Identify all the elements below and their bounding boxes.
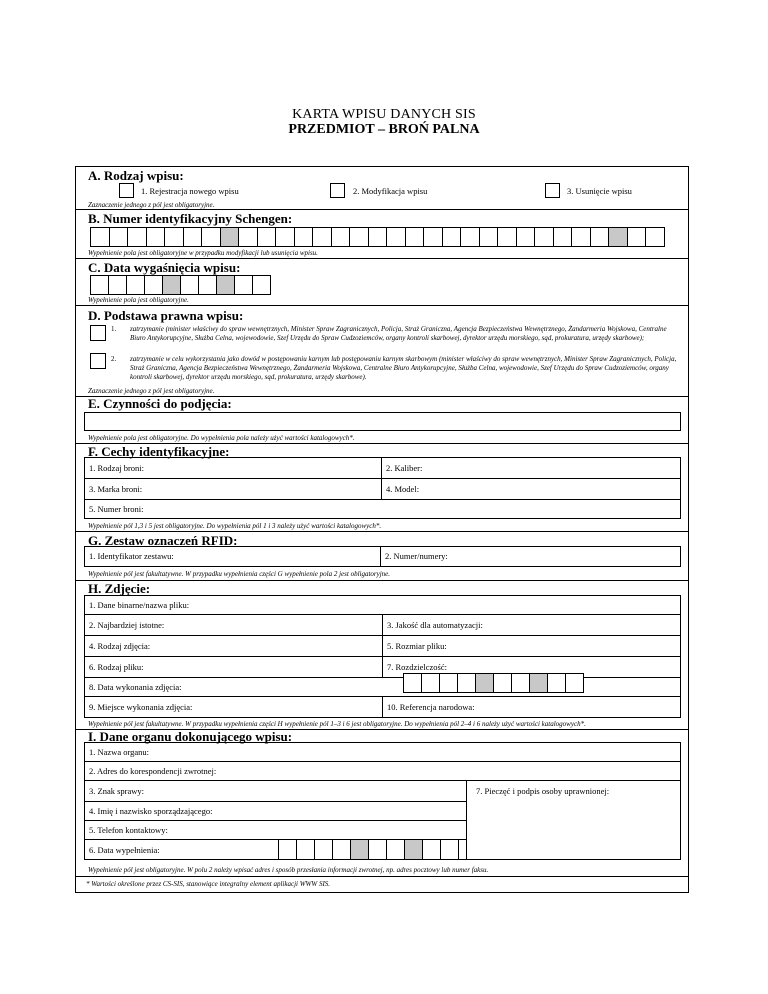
section-g-note: Wypełnienie pól jest fakultatywne. W przypadku wypełnienia części G wypełnienie pola 2 jest obligatoryjne. bbox=[88, 570, 391, 578]
caliber-field[interactable] bbox=[381, 457, 681, 479]
digit-cell[interactable] bbox=[479, 227, 499, 247]
divider bbox=[75, 531, 689, 532]
rfid-numbers-label: 2. Numer/numery: bbox=[385, 551, 448, 561]
digit-cell[interactable] bbox=[162, 275, 181, 295]
option-delete-entry: 3. Usunięcie wpisu bbox=[567, 186, 632, 196]
digit-cell[interactable] bbox=[201, 227, 221, 247]
file-type-label: 6. Rodzaj pliku: bbox=[89, 662, 144, 672]
digit-cell[interactable] bbox=[534, 227, 554, 247]
caliber-label: 2. Kaliber: bbox=[386, 463, 423, 473]
photo-date-label: 8. Data wykonania zdjęcia: bbox=[89, 682, 182, 692]
schengen-id-input[interactable] bbox=[90, 227, 665, 247]
digit-cell[interactable] bbox=[547, 673, 566, 693]
digit-cell[interactable] bbox=[90, 275, 109, 295]
digit-cell[interactable] bbox=[350, 839, 369, 860]
checkbox-legal-basis-1[interactable] bbox=[90, 325, 106, 341]
form-subtitle: PRZEDMIOT – BROŃ PALNA bbox=[288, 122, 480, 137]
legal-basis-1-text: zatrzymanie (minister właściwy do spraw wewnętrznych, Minister Spraw Zagranicznych, Policja, Straż Graniczna, Agencja Bezpieczeństwa Wewnętrznego, Żandarmeria Wojskowa, Centralne Biuro Antykorupcyjne, Służba Celna, wojewodowie, Szef Urzędu do Spraw Cudzoziemców, organy kontroli skarbowej, dyrektor urzędu morskiego, sąd, prokuratura, urzędy skarbowe); bbox=[130, 325, 667, 342]
digit-cell[interactable] bbox=[146, 227, 166, 247]
photo-filename-label: 1. Dane binarne/nazwa pliku: bbox=[89, 600, 190, 610]
digit-cell[interactable] bbox=[497, 227, 517, 247]
section-h-note: Wypełnienie pól jest fakultatywne. W przypadku wypełnienia części H wypełnienie pól 1–3 i 6 jest obligatoryjne. Do wypełnienia pól 2–4 i 6 należy użyć wartości katalogowych*. bbox=[88, 720, 586, 728]
section-d-note: Zaznaczenie jednego z pól jest obligatoryjne. bbox=[88, 387, 215, 395]
digit-cell[interactable] bbox=[590, 227, 610, 247]
digit-cell[interactable] bbox=[294, 227, 314, 247]
digit-cell[interactable] bbox=[314, 839, 333, 860]
national-reference-label: 10. Referencja narodowa: bbox=[387, 702, 475, 712]
digit-cell[interactable] bbox=[349, 227, 369, 247]
digit-cell[interactable] bbox=[216, 275, 235, 295]
weapon-number-field[interactable] bbox=[84, 499, 681, 519]
contact-phone-label: 5. Telefon kontaktowy: bbox=[89, 825, 168, 835]
legal-basis-2-num: 2. bbox=[111, 355, 117, 363]
divider bbox=[75, 209, 689, 210]
digit-cell[interactable] bbox=[252, 275, 271, 295]
weapon-number-label: 5. Numer broni: bbox=[89, 504, 144, 514]
digit-cell[interactable] bbox=[608, 227, 628, 247]
digit-cell[interactable] bbox=[368, 227, 388, 247]
weapon-brand-label: 3. Marka broni: bbox=[89, 484, 143, 494]
digit-cell[interactable] bbox=[440, 839, 459, 860]
digit-cell[interactable] bbox=[275, 227, 295, 247]
digit-cell[interactable] bbox=[529, 673, 548, 693]
digit-cell[interactable] bbox=[220, 227, 240, 247]
divider bbox=[75, 876, 689, 877]
section-a-header: A. Rodzaj wpisu: bbox=[88, 168, 184, 183]
digit-cell[interactable] bbox=[180, 275, 199, 295]
section-c-note: Wypełnienie pola jest obligatoryjne. bbox=[88, 296, 189, 304]
section-g-header: G. Zestaw oznaczeń RFID: bbox=[88, 533, 238, 548]
digit-cell[interactable] bbox=[127, 227, 147, 247]
digit-cell[interactable] bbox=[332, 839, 351, 860]
divider bbox=[75, 580, 689, 581]
resolution-label: 7. Rozdzielczość: bbox=[387, 662, 447, 672]
digit-cell[interactable] bbox=[460, 227, 480, 247]
digit-cell[interactable] bbox=[331, 227, 351, 247]
digit-cell[interactable] bbox=[164, 227, 184, 247]
digit-cell[interactable] bbox=[109, 227, 129, 247]
checkbox-new-entry[interactable] bbox=[119, 183, 134, 198]
photo-place-label: 9. Miejsce wykonania zdjęcia: bbox=[89, 702, 193, 712]
digit-cell[interactable] bbox=[421, 673, 440, 693]
digit-cell[interactable] bbox=[183, 227, 203, 247]
most-relevant-label: 2. Najbardziej istotne: bbox=[89, 620, 165, 630]
section-i-note: Wypełnienie pól jest obligatoryjne. W polu 2 należy wpisać adres i sposób przesłania informacji zwrotnej, np. adres pocztowy lub numer faksu. bbox=[88, 866, 489, 874]
legal-basis-1-num: 1. bbox=[111, 325, 117, 333]
digit-cell[interactable] bbox=[278, 839, 297, 860]
digit-cell[interactable] bbox=[571, 227, 591, 247]
authority-name-label: 1. Nazwa organu: bbox=[89, 747, 150, 757]
digit-cell[interactable] bbox=[238, 227, 258, 247]
digit-cell[interactable] bbox=[439, 673, 458, 693]
digit-cell[interactable] bbox=[405, 227, 425, 247]
section-h-header: H. Zdjęcie: bbox=[88, 581, 151, 596]
weapon-type-label: 1. Rodzaj broni: bbox=[89, 463, 145, 473]
digit-cell[interactable] bbox=[565, 673, 584, 693]
digit-cell[interactable] bbox=[511, 673, 530, 693]
digit-cell[interactable] bbox=[386, 227, 406, 247]
model-label: 4. Model: bbox=[386, 484, 420, 494]
actions-input[interactable] bbox=[84, 412, 681, 431]
model-field[interactable] bbox=[381, 478, 681, 500]
digit-cell[interactable] bbox=[493, 673, 512, 693]
divider bbox=[75, 258, 689, 259]
section-d-header: D. Podstawa prawna wpisu: bbox=[88, 308, 244, 323]
option-new-entry: 1. Rejestracja nowego wpisu bbox=[141, 186, 239, 196]
section-e-note: Wypełnienie pola jest obligatoryjne. Do wypełnienia pola należy użyć wartości katalogowych*. bbox=[88, 434, 355, 442]
checkbox-delete-entry[interactable] bbox=[545, 183, 560, 198]
return-address-label: 2. Adres do korespondencji zwrotnej: bbox=[89, 766, 217, 776]
digit-cell[interactable] bbox=[475, 673, 494, 693]
section-f-note: Wypełnienie pól 1,3 i 5 jest obligatoryjne. Do wypełnienia pól 1 i 3 należy użyć wartości katalogowych*. bbox=[88, 522, 382, 530]
photo-type-label: 4. Rodzaj zdjęcia: bbox=[89, 641, 151, 651]
section-b-header: B. Numer identyfikacyjny Schengen: bbox=[88, 211, 293, 226]
preparer-name-label: 4. Imię i nazwisko sporządzającego: bbox=[89, 806, 213, 816]
digit-cell[interactable] bbox=[108, 275, 127, 295]
digit-cell[interactable] bbox=[627, 227, 647, 247]
digit-cell[interactable] bbox=[144, 275, 163, 295]
case-ref-label: 3. Znak sprawy: bbox=[89, 786, 145, 796]
digit-cell[interactable] bbox=[442, 227, 462, 247]
digit-cell[interactable] bbox=[368, 839, 387, 860]
section-i-header: I. Dane organu dokonującego wpisu: bbox=[88, 729, 293, 744]
fill-date-label: 6. Data wypełnienia: bbox=[89, 845, 160, 855]
divider bbox=[75, 305, 689, 306]
digit-cell[interactable] bbox=[404, 839, 423, 860]
digit-cell[interactable] bbox=[553, 227, 573, 247]
section-c-header: C. Data wygaśnięcia wpisu: bbox=[88, 260, 241, 275]
section-e-header: E. Czynności do podjęcia: bbox=[88, 396, 232, 411]
digit-cell[interactable] bbox=[645, 227, 665, 247]
section-f-header: F. Cechy identyfikacyjne: bbox=[88, 444, 230, 459]
digit-cell[interactable] bbox=[386, 839, 405, 860]
form-title: KARTA WPISU DANYCH SIS bbox=[292, 107, 476, 122]
digit-cell[interactable] bbox=[422, 839, 441, 860]
option-modify-entry: 2. Modyfikacja wpisu bbox=[353, 186, 428, 196]
footnote: * Wartości określone przez CS-SIS, stanowiące integralny element aplikacji WWW SIS. bbox=[86, 880, 331, 888]
stamp-signature-label: 7. Pieczęć i podpis osoby uprawnionej: bbox=[476, 786, 610, 796]
digit-cell[interactable] bbox=[296, 839, 315, 860]
digit-cell[interactable] bbox=[198, 275, 217, 295]
authority-name-field[interactable] bbox=[84, 742, 681, 762]
digit-cell[interactable] bbox=[457, 673, 476, 693]
checkbox-modify-entry[interactable] bbox=[330, 183, 345, 198]
section-b-note: Wypełnienie pola jest obligatoryjne w przypadku modyfikacji lub usunięcia wpisu. bbox=[88, 249, 318, 257]
digit-cell[interactable] bbox=[312, 227, 332, 247]
photo-date-input[interactable] bbox=[403, 673, 584, 693]
digit-cell[interactable] bbox=[90, 227, 110, 247]
digit-cell[interactable] bbox=[234, 275, 253, 295]
section-a-note: Zaznaczenie jednego z pól jest obligatoryjne. bbox=[88, 201, 215, 209]
automation-quality-label: 3. Jakość dla automatyzacji: bbox=[387, 620, 483, 630]
digit-cell[interactable] bbox=[516, 227, 536, 247]
fill-date-input[interactable] bbox=[278, 839, 459, 860]
rfid-set-id-label: 1. Identyfikator zestawu: bbox=[89, 551, 174, 561]
legal-basis-2-text: zatrzymanie w celu wykorzystania jako dowód w postępowaniu karnym lub postępowaniu karnym skarbowym (minister właściwy do spraw wewnętrznych, Minister Spraw Zagranicznych, Policja, Straż Graniczna, Agencja Bezpieczeństwa Wewnętrznego, Żandarmeria Wojskowa, Centralne Biuro Antykorupcyjne, Służba Celna, wojewodowie, Szef Urzędu do Spraw Cudzoziemców, organy kontroli skarbowej, dyrektor urzędu morskiego, sąd, prokuratura, urzędy skarbowe). bbox=[130, 355, 677, 381]
digit-cell[interactable] bbox=[423, 227, 443, 247]
digit-cell[interactable] bbox=[126, 275, 145, 295]
digit-cell[interactable] bbox=[403, 673, 422, 693]
digit-cell[interactable] bbox=[257, 227, 277, 247]
file-size-label: 5. Rozmiar pliku: bbox=[387, 641, 447, 651]
expiry-date-input[interactable] bbox=[90, 275, 271, 295]
checkbox-legal-basis-2[interactable] bbox=[90, 353, 106, 369]
